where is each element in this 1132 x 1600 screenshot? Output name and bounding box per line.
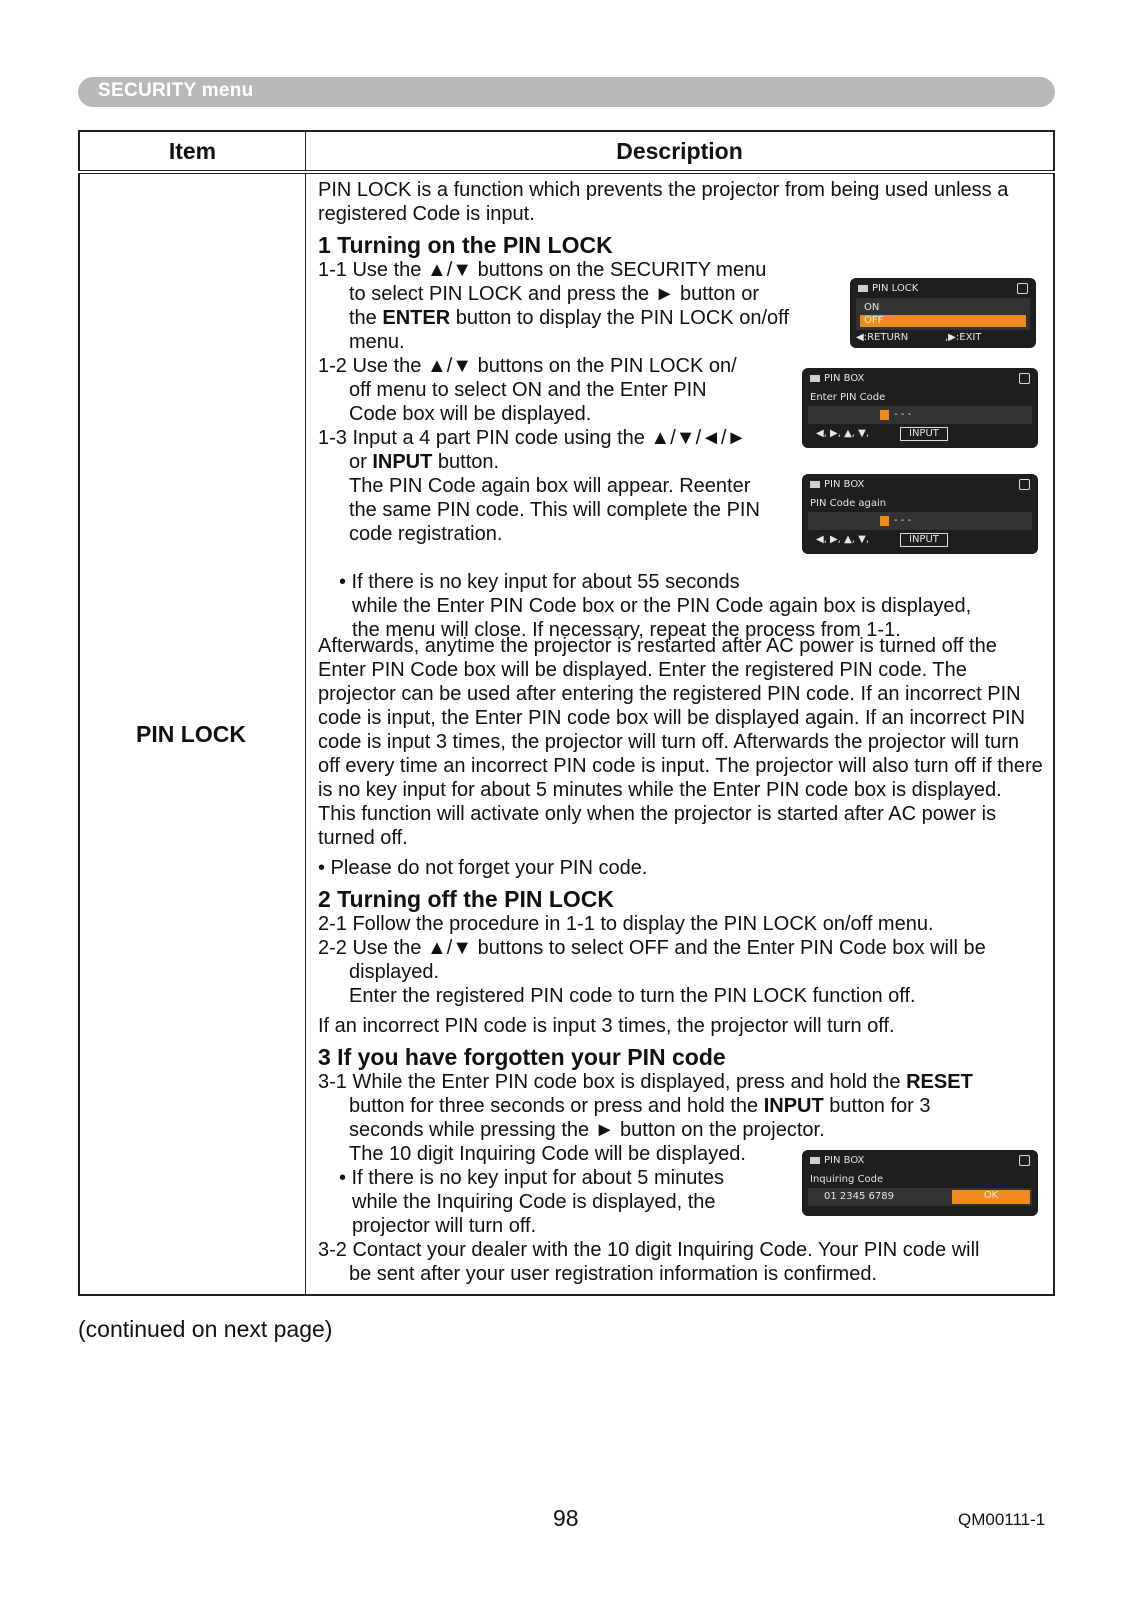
section-title: SECURITY menu [98, 80, 254, 101]
step-1-2-line-c: Code box will be displayed. [349, 403, 592, 425]
step-2-2-line-c: Enter the registered PIN code to turn the PIN LOCK function off. [349, 985, 916, 1007]
step-1-1-line-b: to select PIN LOCK and press the ► button or [349, 283, 759, 305]
menu-corner-icon [1017, 283, 1028, 294]
note-5-minutes-b: while the Inquiring Code is displayed, the [352, 1191, 716, 1213]
monitor-icon [810, 481, 820, 488]
note-5-minutes-c: projector will turn off. [352, 1215, 537, 1237]
pin-again-box-screen: PIN BOX PIN Code again - - - ◀, ▶, ▲, ▼, INPUT [802, 474, 1038, 554]
pin-digit-cursor[interactable] [880, 516, 889, 526]
afterwards-paragraph: Afterwards, anytime the projector is restarted after AC power is turned off the Enter PIN Code box will be displayed. Enter the registered PIN code. The projector can be used after entering the registered PIN code. If an incorrect PIN code is input, the Enter PIN code box will be displayed again. If an incorrect PIN code is input 3 times, the projector will turn off. Afterwards the projector will turn off every time an incorrect PIN code is input. The projector will also turn off if there is no key input for about 5 minutes while the Enter PIN code box is displayed. [318, 635, 1043, 801]
heading-turning-off: 2 Turning off the PIN LOCK [318, 886, 614, 912]
menu-corner-icon [1019, 373, 1030, 384]
note-55-seconds-b: while the Enter PIN Code box or the PIN Code again box is displayed, [352, 595, 972, 617]
pin-box-label: Enter PIN Code [810, 392, 886, 403]
column-header-item: Item [79, 131, 306, 172]
note-5-minutes-a: • If there is no key input for about 5 minutes [339, 1167, 724, 1189]
input-button-hint: INPUT [900, 533, 948, 547]
security-menu-table [78, 130, 1055, 1296]
table-row [79, 172, 1054, 1295]
pin-box-label: Inquiring Code [810, 1174, 884, 1185]
pin-box-label: PIN Code again [810, 498, 887, 509]
step-3-1-line-c: seconds while pressing the ► button on the projector. [349, 1119, 825, 1141]
step-2-1: 2-1 Follow the procedure in 1-1 to display the PIN LOCK on/off menu. [318, 913, 934, 935]
step-3-1-line-b: button for three seconds or press and hold the INPUT button for 3 [349, 1095, 931, 1117]
step-1-2-line-b: off menu to select ON and the Enter PIN [349, 379, 707, 401]
step-1-1-line-a: 1-1 Use the ▲/▼ buttons on the SECURITY menu [318, 259, 767, 281]
steps-1-group [318, 258, 1043, 641]
step-1-3-line-e: code registration. [349, 523, 503, 545]
description-cell [306, 172, 1055, 1295]
pin-keys-hint: ◀, ▶, ▲, ▼, [816, 534, 870, 545]
step-1-1-line-d: menu. [349, 331, 405, 353]
step-1-3-line-b: or INPUT button. [349, 451, 500, 473]
heading-turning-on: 1 Turning on the PIN LOCK [318, 232, 613, 258]
monitor-icon [810, 375, 820, 382]
section-header-bar [78, 77, 1055, 107]
intro-text: PIN LOCK is a function which prevents the projector from being used unless a registered Code is input. [318, 179, 1009, 225]
note-55-seconds-a: • If there is no key input for about 55 seconds [339, 571, 740, 593]
step-2-2-line-b: displayed. [349, 961, 440, 983]
enter-pin-box-screen: PIN BOX Enter PIN Code - - - ◀, ▶, ▲, ▼, INPUT [802, 368, 1038, 448]
step-2-2-line-a: 2-2 Use the ▲/▼ buttons to select OFF and the Enter PIN Code box will be [318, 937, 986, 959]
option-on[interactable]: ON [864, 302, 880, 313]
item-name: PIN LOCK [79, 172, 306, 1295]
step-1-3-line-d: the same PIN code. This will complete the PIN [349, 499, 760, 521]
menu-corner-icon [1019, 1155, 1030, 1166]
note-forget-pin: • Please do not forget your PIN code. [318, 857, 648, 879]
ok-button[interactable]: OK [952, 1190, 1030, 1204]
note-55-seconds-c: the menu will close. If necessary, repeat the process from 1-1. [352, 619, 901, 641]
inquiring-code-value: 01 2345 6789 [824, 1191, 894, 1202]
step-1-3-line-a: 1-3 Input a 4 part PIN code using the ▲/▼/◄/► [318, 427, 747, 449]
column-header-description: Description [306, 131, 1055, 172]
table-header-row [79, 131, 1054, 172]
option-off[interactable]: OFF [860, 315, 1026, 327]
incorrect-pin-note: If an incorrect PIN code is input 3 times, the projector will turn off. [318, 1015, 895, 1037]
step-3-2-line-a: 3-2 Contact your dealer with the 10 digit Inquiring Code. Your PIN code will [318, 1239, 980, 1261]
pin-keys-hint: ◀, ▶, ▲, ▼, [816, 428, 870, 439]
step-3-2-line-b: be sent after your user registration information is confirmed. [349, 1263, 878, 1285]
steps-3-group [318, 1070, 1043, 1286]
pinlock-onoff-screen: PIN LOCK ON OFF ◀:RETURN ,▶:EXIT [850, 278, 1036, 348]
step-1-3-line-c: The PIN Code again box will appear. Reenter [349, 475, 751, 497]
step-1-2-line-a: 1-2 Use the ▲/▼ buttons on the PIN LOCK on/ [318, 355, 737, 377]
menu-corner-icon [1019, 479, 1030, 490]
exit-hint: ,▶:EXIT [945, 332, 982, 343]
monitor-icon [810, 1157, 820, 1164]
step-3-1-line-a: 3-1 While the Enter PIN code box is displayed, press and hold the RESET [318, 1071, 973, 1093]
pin-digit-cursor[interactable] [880, 410, 889, 420]
inquiring-code-screen: PIN BOX Inquiring Code 01 2345 6789 OK [802, 1150, 1038, 1216]
heading-forgotten-pin: 3 If you have forgotten your PIN code [318, 1044, 726, 1070]
return-hint: ◀:RETURN [856, 332, 909, 343]
input-button-hint: INPUT [900, 427, 948, 441]
document-id: QM00111-1 [958, 1510, 1046, 1529]
monitor-icon [858, 285, 868, 292]
pin-code-entry[interactable]: - - - [894, 515, 912, 526]
step-3-1-line-d: The 10 digit Inquiring Code will be displayed. [349, 1143, 746, 1165]
step-1-1-line-c: the ENTER button to display the PIN LOCK on/off [349, 307, 789, 329]
continued-note: (continued on next page) [78, 1316, 333, 1342]
pin-code-entry[interactable]: - - - [894, 409, 912, 420]
page-number: 98 [553, 1505, 579, 1531]
activation-paragraph: This function will activate only when the projector is started after AC power is turned off. [318, 803, 997, 849]
